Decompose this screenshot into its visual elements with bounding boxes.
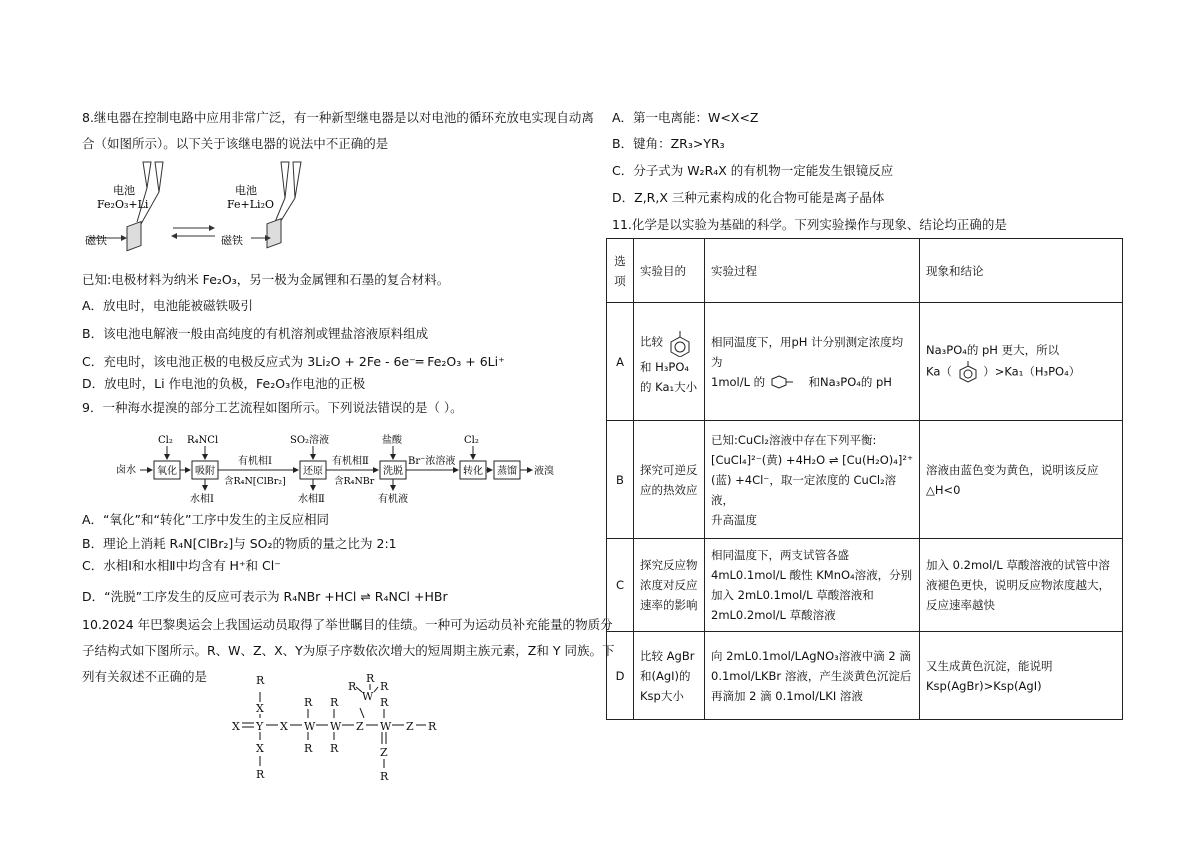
svg-text:W: W (330, 720, 342, 733)
left-top-contact-2 (155, 162, 163, 192)
flow-box5-top: Cl₂ (464, 435, 479, 446)
sodium-phenoxide-structure-icon (769, 375, 805, 389)
left-battery-formula: Fe₂O₃+Li (97, 198, 149, 211)
flow-arrow2-bottom: 含R₄N[ClBr₂] (224, 476, 286, 487)
left-top-contact (143, 162, 151, 188)
svg-text:R: R (256, 674, 265, 687)
svg-text:W: W (304, 720, 316, 733)
q8-relay-figure (85, 158, 315, 256)
row-b-process: 已知:CuCl₂溶液中存在下列平衡: [CuCl₄]²⁻(黄) +4H₂O ⇌ [Cu(H₂O)₄]²⁺ (蓝) +4Cl⁻，取一定浓度的 CuCl₂溶液， 升高温度 (705, 421, 920, 539)
flow-box1-top: Cl₂ (158, 435, 173, 446)
header-process: 实验过程 (705, 239, 920, 303)
svg-text:X: X (232, 720, 240, 733)
q11-stem: 11.化学是以实验为基础的科学。下列实验操作与现象、结论均正确的是 (612, 217, 1007, 232)
svg-text:R: R (380, 696, 389, 709)
row-a-purpose: 比较 和 H₃PO₄的 Ka₁大小 (634, 303, 705, 421)
svg-text:转化: 转化 (463, 466, 483, 477)
q9-flow-diagram (112, 428, 582, 508)
flow-box4-bottom: 有机液 (378, 494, 408, 505)
table-row (607, 539, 1123, 632)
left-battery-block (127, 222, 141, 251)
svg-text:吸附: 吸附 (195, 466, 215, 477)
flow-box4-top: 盐酸 (382, 435, 402, 446)
q8-option-c: C．充电时，该电池正极的电极反应式为 3Li₂O + 2Fe - 6e⁻═ Fe₂O₃ + 6Li⁺ (82, 354, 505, 369)
svg-text:Z: Z (356, 720, 364, 733)
q9-option-a: A．“氧化”和“转化”工序中发生的主反应相同 (82, 512, 329, 527)
right-battery-label: 电池 (235, 184, 257, 197)
q8-option-a: A．放电时，电池能被磁铁吸引 (82, 298, 254, 313)
svg-text:X: X (256, 742, 264, 755)
row-b-option: B (607, 421, 634, 539)
table-header-row (607, 239, 1123, 303)
q11-experiment-table (606, 238, 1123, 720)
q9-stem: 9．一种海水提溴的部分工艺流程如图所示。下列说法错误的是（ ）。 (82, 400, 463, 415)
q8-option-d: D．放电时，Li 作电池的负极，Fe₂O₃作电池的正极 (82, 376, 366, 391)
table-row (607, 303, 1123, 421)
flow-box2-bottom: 水相Ⅰ (190, 494, 214, 505)
svg-text:R: R (304, 696, 313, 709)
flow-box3-bottom: 水相Ⅱ (298, 494, 325, 505)
flow-arrow2-top: 有机相Ⅰ (238, 456, 272, 467)
svg-text:R: R (330, 696, 339, 709)
svg-text:R: R (366, 672, 375, 685)
row-d-result: 又生成黄色沉淀，能说明 Ksp(AgBr)>Ksp(AgI) (920, 632, 1123, 720)
row-d-option: D (607, 632, 634, 720)
right-magnet-label: 磁铁 (221, 234, 243, 247)
q10-stem-line2: 子结构式如下图所示。R、W、Z、X、Y为原子序数依次增大的短周期主族元素，Z和 Y 同族。下 (82, 643, 615, 658)
svg-text:R: R (330, 742, 339, 755)
right-top-contact-2 (293, 162, 301, 198)
row-b-result: 溶液由蓝色变为黄色，说明该反应△H<0 (920, 421, 1123, 539)
row-c-option: C (607, 539, 634, 632)
row-b-purpose: 探究可逆反应的热效应 (634, 421, 705, 539)
q10-option-c: C．分子式为 W₂R₄X 的有机物一定能发生银镜反应 (612, 163, 894, 178)
header-option: 选项 (607, 239, 634, 303)
table-row (607, 421, 1123, 539)
phenol-structure-icon (956, 360, 980, 384)
svg-text:R: R (256, 768, 265, 781)
row-c-process: 相同温度下，两支试管各盛 4mL0.1mol/L 酸性 KMnO₄溶液，分别加入 2mL0.1mol/L 草酸溶液和 2mL0.2mol/L 草酸溶液 (705, 539, 920, 632)
svg-text:X: X (256, 702, 264, 715)
q10-stem-line3: 列有关叙述不正确的是 (82, 669, 208, 684)
q9-option-c: C．水相Ⅰ和水相Ⅱ中均含有 H⁺和 Cl⁻ (82, 558, 281, 573)
row-c-result: 加入 0.2mol/L 草酸溶液的试管中溶液褪色更快，说明反应物浓度越大，反应速率越快 (920, 539, 1123, 632)
row-c-purpose: 探究反应物浓度对反应速率的影响 (634, 539, 705, 632)
flow-arrow4-top: Br⁻浓溶液 (408, 456, 456, 467)
svg-text:洗脱: 洗脱 (383, 466, 403, 477)
svg-text:氧化: 氧化 (157, 466, 177, 477)
row-a-process: 相同温度下，用pH 计分别测定浓度均为 1mol/L 的 和Na₃PO₄的 pH (705, 303, 920, 421)
q10-option-b: B．键角：ZR₃>YR₃ (612, 136, 725, 151)
svg-text:蒸馏: 蒸馏 (497, 466, 517, 477)
left-battery-label: 电池 (113, 184, 135, 197)
svg-text:X: X (280, 720, 288, 733)
q10-structure-diagram (228, 670, 448, 786)
row-d-purpose: 比较 AgBr 和(AgI)的 Ksp大小 (634, 632, 705, 720)
flow-arrow3-top: 有机相Ⅱ (332, 456, 369, 467)
right-top-contact (281, 162, 289, 198)
q8-option-b: B．该电池电解液一般由高纯度的有机溶剂或锂盐溶液原料组成 (82, 326, 429, 341)
row-d-process: 向 2mL0.1mol/LAgNO₃溶液中滴 2 滴 0.1mol/LKBr 溶液，产生淡黄色沉淀后再滴加 2 滴 0.1mol/LKI 溶液 (705, 632, 920, 720)
row-a-result: Na₃PO₄的 pH 更大，所以 Ka（ ）>Ka₁（H₃PO₄） (920, 303, 1123, 421)
flow-end: 液溴 (534, 466, 554, 477)
svg-text:R: R (348, 680, 357, 693)
svg-text:Y: Y (256, 720, 264, 733)
q8-known: 已知:电极材料为纳米 Fe₂O₃，另一极为金属锂和石墨的复合材料。 (82, 272, 450, 287)
q10-stem-line1: 10.2024 年巴黎奥运会上我国运动员取得了举世瞩目的佳绩。一种可为运动员补充能量的物质分 (82, 617, 613, 632)
right-battery-block (267, 219, 281, 248)
svg-text:R: R (304, 742, 313, 755)
svg-text:R: R (428, 720, 437, 733)
svg-text:Z: Z (406, 720, 414, 733)
svg-text:W: W (380, 720, 392, 733)
svg-text:Z: Z (380, 746, 388, 759)
svg-text:还原: 还原 (303, 466, 323, 477)
left-magnet-label: 磁铁 (85, 234, 107, 247)
q10-option-a: A．第一电离能：W<X<Z (612, 110, 759, 125)
svg-text:R: R (380, 680, 389, 693)
flow-arrow3-bottom: 含R₄NBr (334, 476, 375, 487)
header-result: 现象和结论 (920, 239, 1123, 303)
flow-box3-top: SO₂溶液 (290, 435, 330, 446)
phenol-structure-icon (667, 327, 693, 357)
row-a-option: A (607, 303, 634, 421)
flow-start: 卤水 (116, 465, 136, 476)
header-purpose: 实验目的 (634, 239, 705, 303)
q9-option-b: B．理论上消耗 R₄N[ClBr₂]与 SO₂的物质的量之比为 2:1 (82, 536, 397, 551)
right-battery-formula: Fe+Li₂O (227, 198, 275, 211)
q8-stem-line1: 8.继电器在控制电路中应用非常广泛，有一种新型继电器是以对电池的循环充放电实现自动离 (82, 110, 594, 125)
table-row (607, 632, 1123, 720)
flow-box2-top: R₄NCl (187, 435, 219, 446)
q8-stem-line2: 合（如图所示）。以下关于该继电器的说法中不正确的是 (82, 136, 389, 151)
q10-option-d: D．Z,R,X 三种元素构成的化合物可能是离子晶体 (612, 190, 885, 205)
svg-text:W: W (362, 690, 374, 703)
q9-option-d: D．“洗脱”工序发生的反应可表示为 R₄NBr +HCl ⇌ R₄NCl +HBr (82, 589, 448, 604)
svg-text:R: R (380, 770, 389, 783)
